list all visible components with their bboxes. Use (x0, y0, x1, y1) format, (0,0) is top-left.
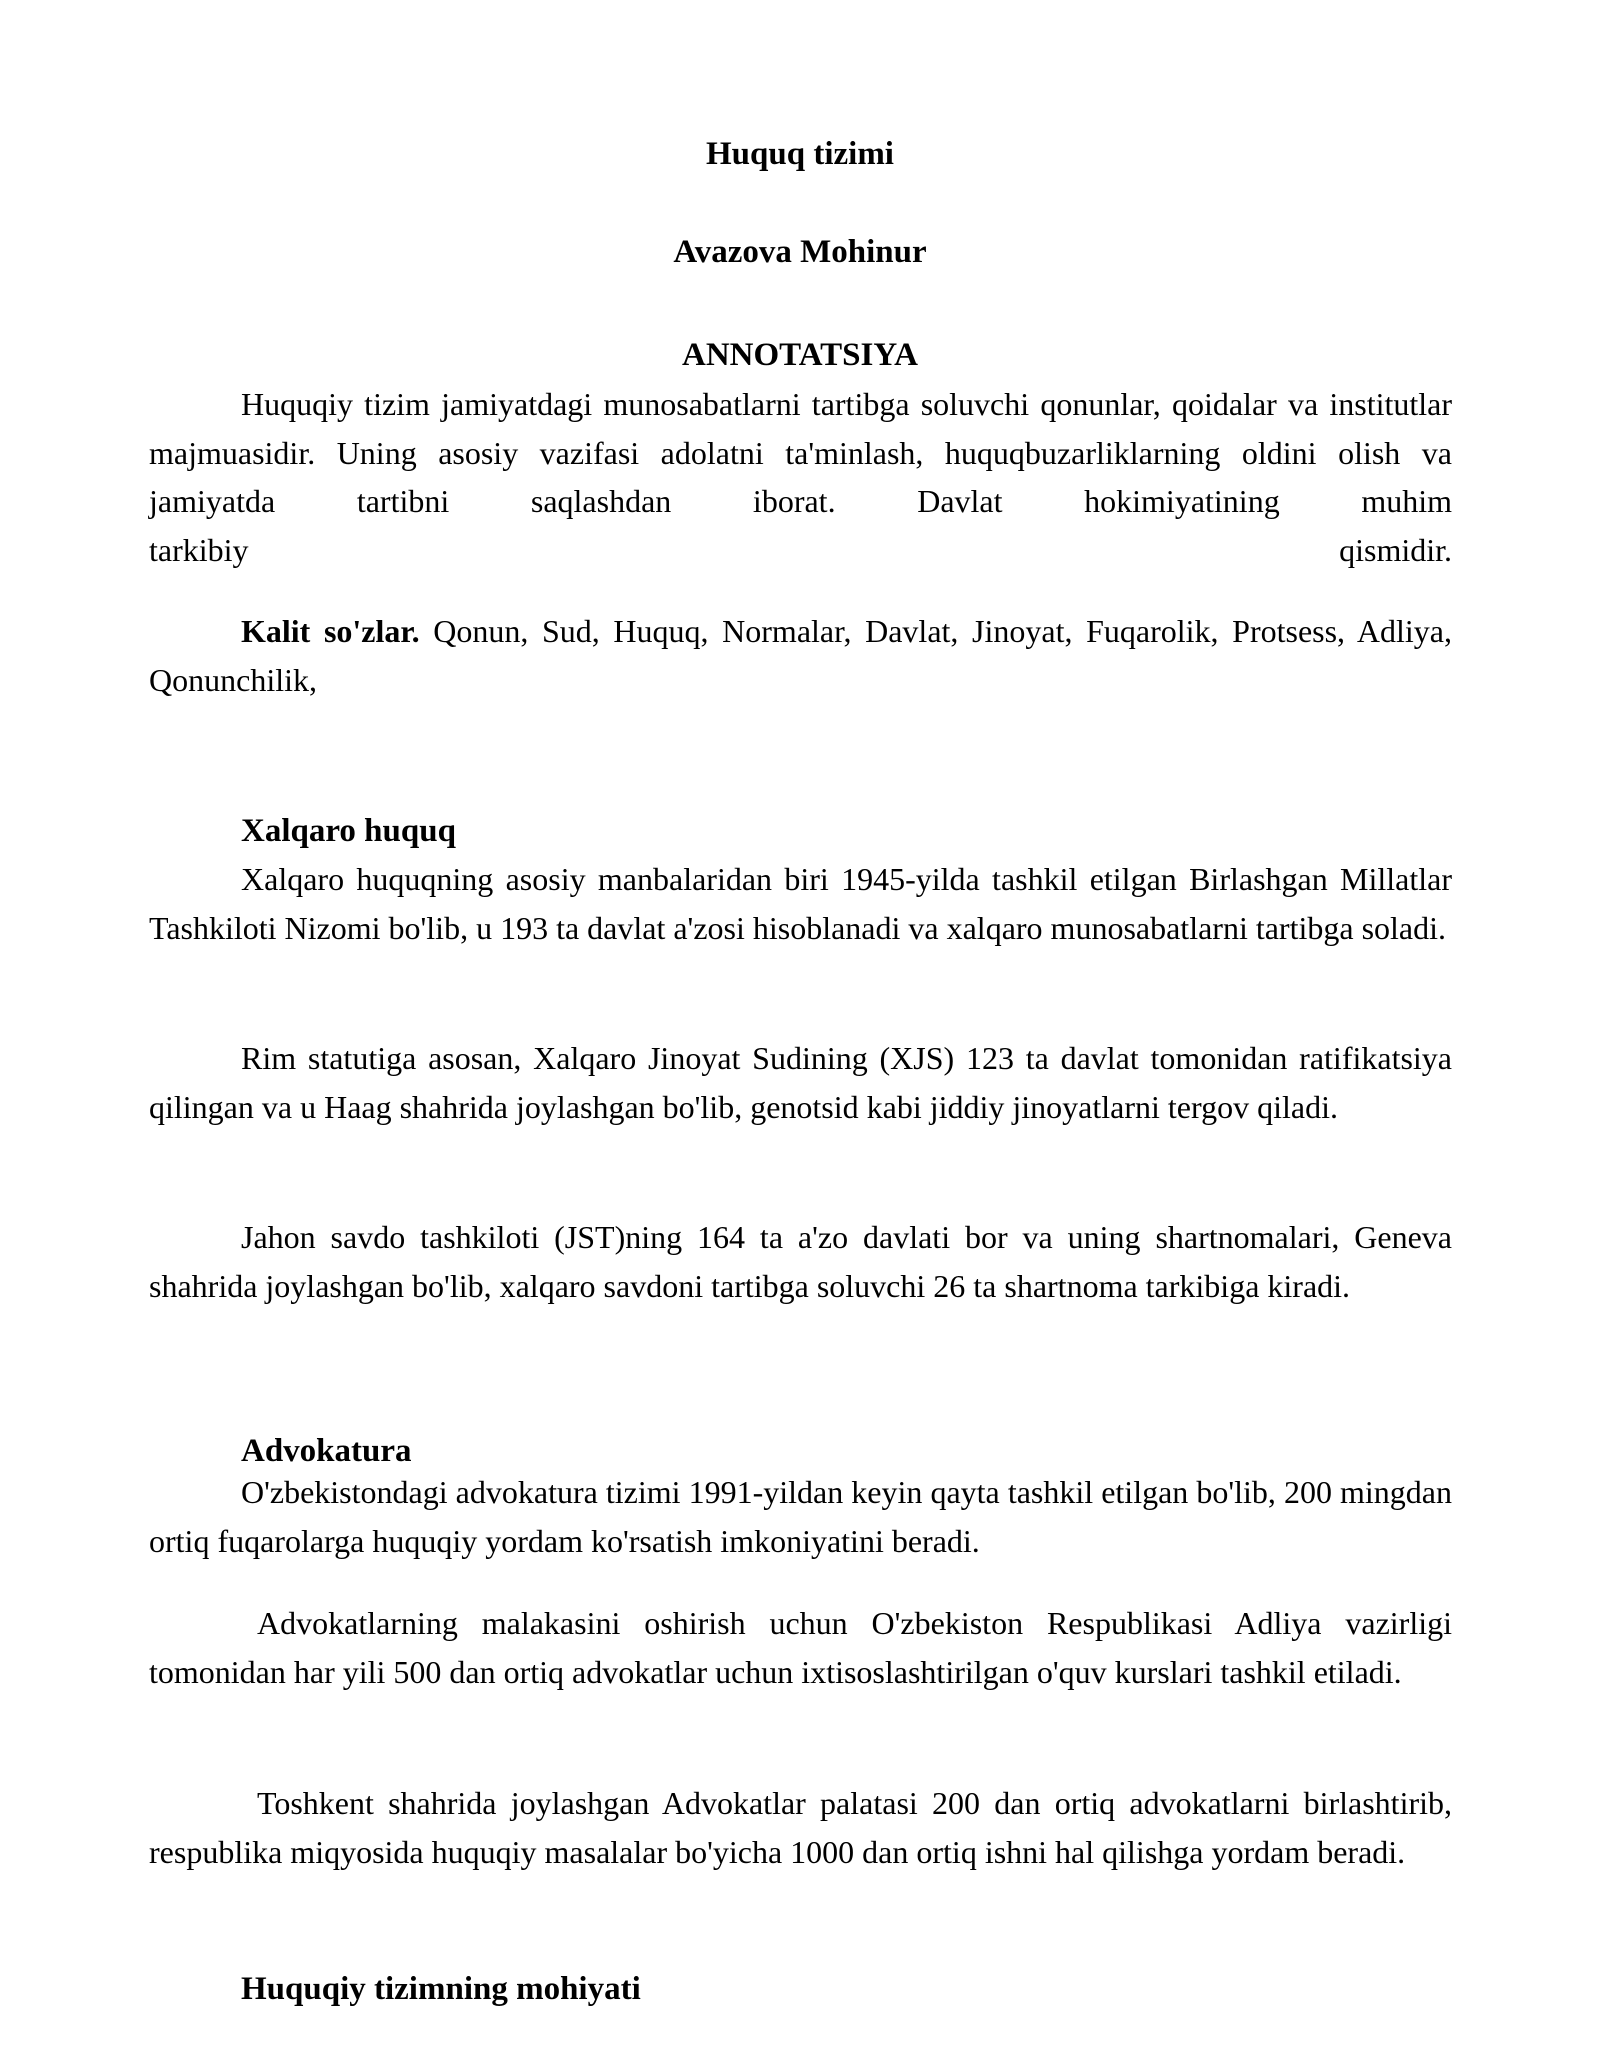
keywords-paragraph (149, 607, 1452, 704)
international-paragraph-1: Xalqaro huquqning asosiy manbalaridan biri 1945-yilda tashkil etilgan Birlashgan Millatlar Tashkiloti Nizomi bo'lib, u 193 ta davlat a'zosi hisoblanadi va xalqaro munosabatlarni tartibga soladi. (149, 861, 1452, 946)
document-title: Huquq tizimi (706, 136, 894, 172)
section-heading-advocacy: Advokatura (241, 1433, 412, 1469)
section-heading-international-law: Xalqaro huquq (241, 813, 456, 849)
annotation-text: Huquqiy tizim jamiyatdagi munosabatlarni tartibga soluvchi qonunlar, qoidalar va institutlar majmuasidir. Uning asosiy vazifasi adolatni ta'minlash, huquqbuzarliklarning oldini olish va jamiyatda tartibni saqlashdan iborat. Davlat hokimiyatining muhim (149, 386, 1452, 519)
annotation-paragraph (149, 380, 1452, 574)
section-heading-legal-system-essence: Huquqiy tizimning mohiyati (241, 1971, 641, 2007)
advocacy-paragraph-1: O'zbekistondagi advokatura tizimi 1991-yildan keyin qayta tashkil etilgan bo'lib, 200 mingdan ortiq fuqarolarga huquqiy yordam ko'rsatish imkoniyatini beradi. (149, 1474, 1452, 1559)
document-author: Avazova Mohinur (673, 234, 927, 270)
advocacy-paragraph-2: Advokatlarning malakasini oshirish uchun O'zbekiston Respublikasi Adliya vazirligi tomonidan har yili 500 dan ortiq advokatlar uchun ixtisoslashtirilgan o'quv kurslari tashkil etiladi. (149, 1605, 1452, 1690)
annotation-last-word-left: tarkibiy (149, 531, 249, 568)
keywords-label: Kalit so'zlar. (241, 613, 420, 649)
keywords-text: Qonun, Sud, Huquq, Normalar, Davlat, Jinoyat, Fuqarolik, Protsess, Adliya, Qonunchilik, (149, 613, 1453, 698)
advocacy-paragraph-3: Toshkent shahrida joylashgan Advokatlar palatasi 200 dan ortiq advokatlarni birlashtirib, respublika miqyosida huquqiy masalalar bo'yicha 1000 dan ortiq ishni hal qilishga yordam beradi. (149, 1785, 1452, 1870)
international-paragraph-2: Rim statutiga asosan, Xalqaro Jinoyat Sudining (XJS) 123 ta davlat tomonidan ratifikatsiya qilingan va u Haag shahrida joylashgan bo'lib, genotsid kabi jiddiy jinoyatlarni tergov qiladi. (149, 1040, 1452, 1125)
annotation-last-line (149, 526, 1452, 575)
international-paragraph-3: Jahon savdo tashkiloti (JST)ning 164 ta a'zo davlati bor va uning shartnomalari, Geneva shahrida joylashgan bo'lib, xalqaro savdoni tartibga soluvchi 26 ta shartnoma tarkibiga kiradi. (149, 1219, 1452, 1304)
annotation-last-word-right: qismidir. (1339, 531, 1452, 568)
annotation-heading: ANNOTATSIYA (682, 337, 918, 373)
